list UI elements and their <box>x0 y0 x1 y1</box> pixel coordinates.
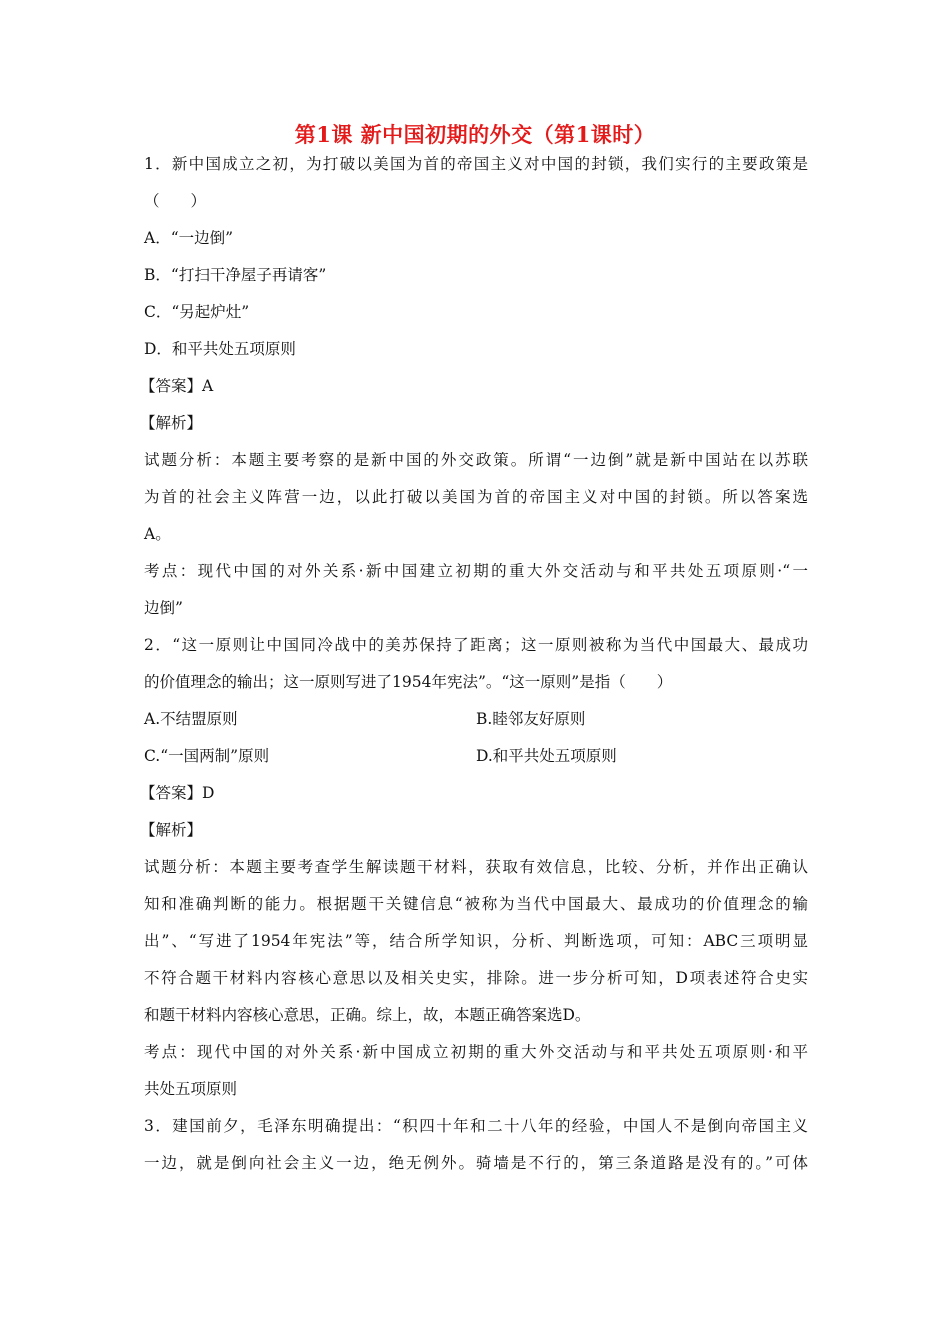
q2-point-line1: 考点：现代中国的对外关系·新中国成立初期的重大外交活动与和平共处五项原则·和平 <box>144 1043 808 1061</box>
q1-analysis-line1: 试题分析：本题主要考察的是新中国的外交政策。所谓“一边倒”就是新中国站在以苏联 <box>144 451 808 469</box>
q2-stem-line2: 的价值理念的输出；这一原则写进了1954年宪法”。“这一原则”是指（ ） <box>144 673 673 691</box>
q2-options-row1 <box>144 701 808 738</box>
q1-analysis-line2: 为首的社会主义阵营一边，以此打破以美国为首的帝国主义对中国的封锁。所以答案选 <box>144 488 808 506</box>
q2-stem-line1: 2．“这一原则让中国同冷战中的美苏保持了距离；这一原则被称为当代中国最大、最成功 <box>144 636 808 654</box>
q2-analysis-label: 【解析】 <box>140 821 203 839</box>
document-body <box>140 146 808 1182</box>
q1-stem-line1: 1．新中国成立之初，为打破以美国为首的帝国主义对中国的封锁，我们实行的主要政策是 <box>144 155 808 173</box>
q1-analysis-label: 【解析】 <box>140 414 203 432</box>
q2-analysis-line1: 试题分析：本题主要考查学生解读题干材料，获取有效信息，比较、分析，并作出正确认 <box>144 858 808 876</box>
q3-stem-line2: 一边，就是倒向社会主义一边，绝无例外。骑墙是不行的，第三条道路是没有的。”可体 <box>144 1154 808 1172</box>
q2-option-d: D.和平共处五项原则 <box>476 747 617 765</box>
q2-analysis-line2: 知和准确判断的能力。根据题干关键信息“被称为当代中国最大、最成功的价值理念的输 <box>144 895 808 913</box>
q2-point-line2: 共处五项原则 <box>144 1080 238 1098</box>
q2-analysis-line3: 出”、“写进了1954年宪法”等，结合所学知识，分析、判断选项，可知：ABC三项明显 <box>144 932 808 950</box>
q2-option-a: A.不结盟原则 <box>144 710 238 728</box>
q2-answer: 【答案】D <box>140 784 215 802</box>
q1-analysis-line3: A。 <box>144 525 171 543</box>
q2-analysis-line4: 不符合题干材料内容核心意思以及相关史实，排除。进一步分析可知，D项表述符合史实 <box>144 969 808 987</box>
page-title: 第1课 新中国初期的外交（第1课时） <box>294 122 656 147</box>
q1-option-a: A．“一边倒” <box>144 229 234 247</box>
q2-option-c: C.“一国两制”原则 <box>144 747 270 765</box>
q1-option-b: B．“打扫干净屋子再请客” <box>144 266 327 284</box>
q1-point-line1: 考点：现代中国的对外关系·新中国建立初期的重大外交活动与和平共处五项原则·“一 <box>144 562 808 580</box>
q1-stem-line2: （ ） <box>144 192 207 210</box>
q1-point-line2: 边倒” <box>144 599 183 617</box>
q2-options-row2 <box>144 738 808 775</box>
q2-option-b: B.睦邻友好原则 <box>476 710 586 728</box>
q3-stem-line1: 3．建国前夕，毛泽东明确提出：“积四十年和二十八年的经验，中国人不是倒向帝国主义 <box>144 1117 808 1135</box>
q1-option-c: C．“另起炉灶” <box>144 303 250 321</box>
q1-option-d: D．和平共处五项原则 <box>144 340 296 358</box>
q1-answer: 【答案】A <box>140 377 214 395</box>
q2-analysis-line5: 和题干材料内容核心意思，正确。综上，故，本题正确答案选D。 <box>144 1006 591 1024</box>
